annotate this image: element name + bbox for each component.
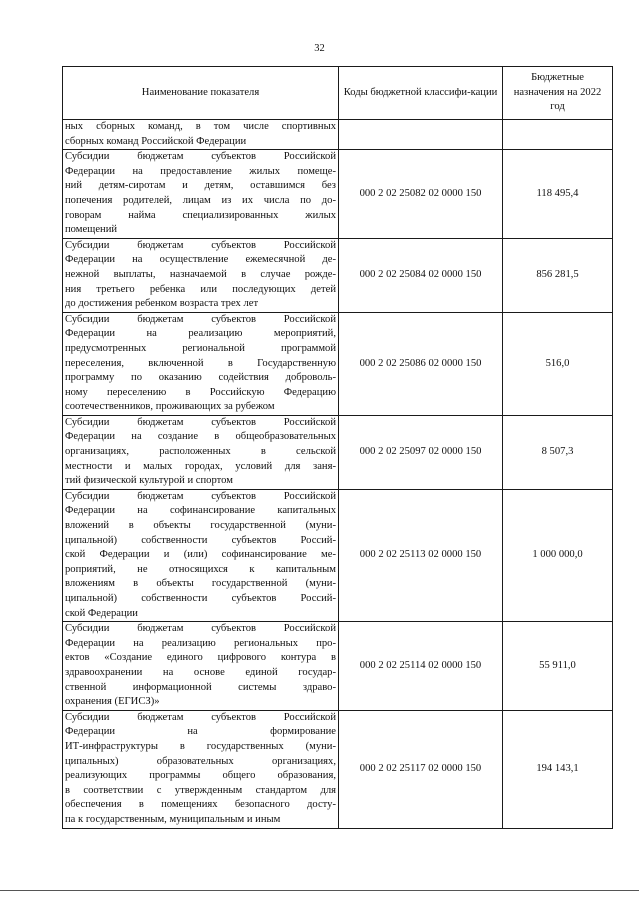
indicator-name-line: Федерации на реализацию региональных про- <box>65 637 336 649</box>
indicator-name-line: роприятий, не относящихся к капитальным <box>65 563 336 575</box>
indicator-name-line: ственной информационной системы здраво- <box>65 681 336 693</box>
table-header-row <box>63 67 613 120</box>
table-row <box>63 622 613 711</box>
indicator-name-line: ний детям-сиротам и детям, оставшимся без <box>65 180 336 192</box>
indicator-name-line: сборных команд Российской Федерации <box>65 135 247 147</box>
indicator-name-cell <box>63 710 339 828</box>
indicator-name-line: Субсидии бюджетам субъектов Российской <box>65 151 336 163</box>
indicator-name-line: ципальной) собственности субъектов Россий- <box>65 593 336 604</box>
indicator-name-line: Федерации на осуществление ежемесячной де- <box>65 254 336 266</box>
budget-code-cell: 000 2 02 25084 02 0000 150 <box>339 238 503 312</box>
indicator-name-line: нежной выплаты, назначаемой в случае рожде- <box>65 268 336 280</box>
indicator-name-line: ской Федерации и (или) софинансирование ме- <box>65 549 336 561</box>
indicator-name-line: предусмотренных региональной программой <box>65 342 336 354</box>
indicator-name-line: Федерации на софинансирование капитальных <box>65 505 336 517</box>
header-indicator-name: Наименование показателя <box>63 67 339 120</box>
page-bottom-rule <box>0 890 639 891</box>
budget-code-cell: 000 2 02 25082 02 0000 150 <box>339 150 503 239</box>
indicator-name-cell <box>63 238 339 312</box>
indicator-name-line: Субсидии бюджетам субъектов Российской <box>65 711 336 723</box>
table-row <box>63 710 613 828</box>
indicator-name-line: Федерации на реализацию мероприятий, <box>65 328 336 340</box>
indicator-name-line: попечения родителей, лицам из их числа по до- <box>65 194 336 206</box>
indicator-name-line: до достижения ребенком возраста трех лет <box>65 298 259 310</box>
header-budget-code: Коды бюджетной классифи-кации <box>339 67 503 120</box>
indicator-name-cell <box>63 312 339 415</box>
indicator-name-line: Федерации на создание в общеобразовательных <box>65 431 336 443</box>
indicator-name-line: программу по оказанию содействия доброволь- <box>65 372 336 384</box>
budget-amount-cell: 1 000 000,0 <box>503 489 613 621</box>
table-row <box>63 120 613 150</box>
budget-code-cell: 000 2 02 25113 02 0000 150 <box>339 489 503 621</box>
indicator-name-line: здравоохранении на основе единой государ- <box>65 666 336 678</box>
indicator-name-line: организациях, расположенных в сельской <box>65 446 336 458</box>
indicator-name-line: помещений <box>65 224 118 236</box>
indicator-name-line: вложениям в объекты государственной (муни- <box>65 578 336 590</box>
indicator-name-line: ской Федерации <box>65 607 138 619</box>
indicator-name-line: Субсидии бюджетам субъектов Российской <box>65 239 336 251</box>
indicator-name-line: говорам найма специализированных жилых <box>65 209 336 221</box>
budget-code-cell <box>339 120 503 150</box>
indicator-name-line: Федерации на предоставление жилых помеще- <box>65 165 336 177</box>
indicator-name-cell <box>63 415 339 489</box>
indicator-name-line: ципальных) образовательных организациях, <box>65 755 336 767</box>
indicator-name-cell <box>63 150 339 239</box>
indicator-name-line: вложений в объекты государственной (муни- <box>65 520 336 532</box>
indicator-name-line: обеспечения в помещениях безопасного досту- <box>65 799 336 811</box>
table-row <box>63 489 613 621</box>
indicator-name-line: переселения, включенной в Государственную <box>65 357 336 369</box>
budget-amount-cell: 118 495,4 <box>503 150 613 239</box>
indicator-name-line: Субсидии бюджетам субъектов Российской <box>65 490 336 502</box>
table-row <box>63 238 613 312</box>
header-budget-amount: Бюджетные назначения на 2022 год <box>503 67 613 120</box>
indicator-name-line: ектов «Создание единого цифрового контура в <box>65 652 336 664</box>
budget-code-cell: 000 2 02 25117 02 0000 150 <box>339 710 503 828</box>
budget-amount-cell: 55 911,0 <box>503 622 613 711</box>
indicator-name-line: соотечественников, проживающих за рубежом <box>65 401 275 413</box>
indicator-name-line: Субсидии бюджетам субъектов Российской <box>65 623 336 635</box>
indicator-name-line: тий физической культурой и спортом <box>65 475 233 487</box>
indicator-name-line: па к государственным, муниципальным и иным <box>65 813 281 825</box>
table-row <box>63 312 613 415</box>
budget-amount-cell <box>503 120 613 150</box>
table-row <box>63 415 613 489</box>
indicator-name-line: Федерации на формирование <box>65 726 336 738</box>
indicator-name-line: ния третьего ребенка или последующих детей <box>65 283 336 295</box>
indicator-name-line: Субсидии бюджетам субъектов Российской <box>65 416 336 428</box>
table-row <box>63 150 613 239</box>
budget-amount-cell: 8 507,3 <box>503 415 613 489</box>
indicator-name-line: ИТ-инфраструктуры в государственных (муни- <box>65 740 336 752</box>
page-number: 32 <box>314 43 325 54</box>
budget-amount-cell: 516,0 <box>503 312 613 415</box>
indicator-name-cell <box>63 622 339 711</box>
indicator-name-line: ципальной) собственности субъектов Россий- <box>65 534 336 546</box>
budget-code-cell: 000 2 02 25097 02 0000 150 <box>339 415 503 489</box>
indicator-name-line: в соответствии с утвержденным стандартом для <box>65 784 336 796</box>
indicator-name-line: ных сборных команд, в том числе спортивных <box>65 121 336 132</box>
budget-table <box>62 66 613 829</box>
indicator-name-line: ному переселению в Российскую Федерацию <box>65 386 336 398</box>
indicator-name-line: Субсидии бюджетам субъектов Российской <box>65 313 336 325</box>
indicator-name-cell <box>63 489 339 621</box>
indicator-name-line: охранения (ЕГИСЗ)» <box>65 696 160 708</box>
budget-code-cell: 000 2 02 25114 02 0000 150 <box>339 622 503 711</box>
indicator-name-line: местности и малых городах, условий для заня- <box>65 460 336 472</box>
budget-amount-cell: 194 143,1 <box>503 710 613 828</box>
indicator-name-line: реализующих программы общего образования, <box>65 770 336 782</box>
indicator-name-cell <box>63 120 339 150</box>
budget-code-cell: 000 2 02 25086 02 0000 150 <box>339 312 503 415</box>
budget-amount-cell: 856 281,5 <box>503 238 613 312</box>
